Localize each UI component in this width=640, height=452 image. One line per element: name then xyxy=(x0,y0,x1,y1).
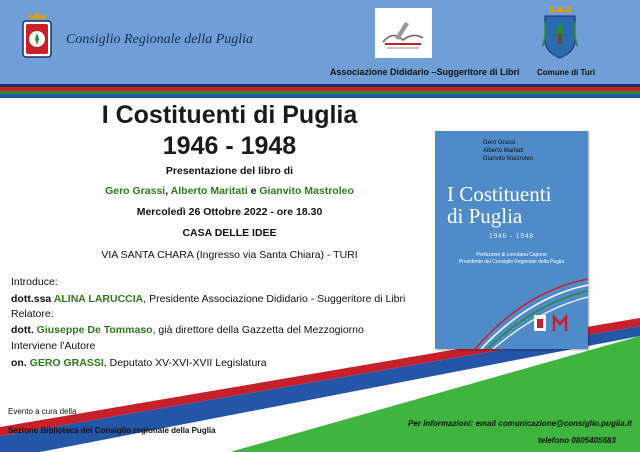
author-separator: , xyxy=(165,185,171,197)
book-preface-line: Prefazione di Loredana Capone xyxy=(476,252,547,258)
organizer-name: Sezione Biblioteca del Consiglio regionale della Puglia xyxy=(8,426,216,435)
author-name: Alberto Maritati xyxy=(170,185,248,197)
speaker-role: , già direttore della Gazzetta del Mezzogiorno xyxy=(152,324,364,336)
book-cover xyxy=(435,131,588,349)
speaker-title: dott.ssa xyxy=(11,293,54,305)
author-label: Interviene l'Autore xyxy=(11,340,96,352)
book-authors xyxy=(483,139,533,163)
book-preface xyxy=(435,252,588,266)
contact-email: Per informazioni: email comunicazione@consiglio.puglia.it xyxy=(408,419,632,428)
introduce-label: Introduce: xyxy=(11,276,58,288)
event-venue: CASA DELLE IDEE xyxy=(182,227,277,239)
event-by-label: Evento a cura della xyxy=(8,407,77,416)
author-separator: e xyxy=(247,185,260,197)
event-datetime: Mercoledì 26 Ottobre 2022 - ore 18.30 xyxy=(136,206,323,218)
book-logos-icon xyxy=(532,311,572,339)
book-author: Alberto Maritati xyxy=(483,148,524,154)
book-years: 1946 - 1948 xyxy=(489,232,534,240)
author-name: Gianvito Mastroleo xyxy=(259,185,354,197)
book-preface-line: Presidente del Consiglio Regionale della Puglia xyxy=(458,259,565,265)
contact-phone: telefono 0805405683 xyxy=(538,436,616,445)
book-title xyxy=(447,183,551,227)
page-title: I Costituenti di Puglia xyxy=(101,101,358,129)
speaker-name: GERO GRASSI xyxy=(29,357,104,369)
speaker-title: on. xyxy=(11,357,30,369)
book-author: Gianvito Mastroleo xyxy=(483,156,534,162)
book-title-line: I Costituenti xyxy=(447,182,552,206)
speaker-name: ALINA LARUCCIA xyxy=(53,293,144,305)
speaker-role: , Presidente Associazione Dididario - Suggeritore di Libri xyxy=(143,293,406,305)
relatore-label: Relatore: xyxy=(11,308,54,320)
speaker-role: , Deputato XV-XVI-XVII Legislatura xyxy=(103,357,267,369)
author-speaker xyxy=(11,357,267,369)
council-name: Consiglio Regionale della Puglia xyxy=(66,32,254,47)
speaker-title: dott. xyxy=(11,324,37,336)
book-author: Gero Grassi xyxy=(483,140,516,146)
page-title-years: 1946 - 1948 xyxy=(162,132,297,160)
authors-line xyxy=(56,185,403,197)
author-name: Gero Grassi xyxy=(105,185,166,197)
book-title-line: di Puglia xyxy=(447,204,523,228)
municipality-name: Comune di Turi xyxy=(537,68,596,77)
event-address: VIA SANTA CHARA (Ingresso via Santa Chiara) - TURI xyxy=(101,249,358,261)
relatore-speaker xyxy=(11,324,364,336)
association-name: Associazione Dididario –Suggeritore di Libri xyxy=(330,67,520,77)
speaker-name: Giuseppe De Tommaso xyxy=(36,324,153,336)
intro-speaker xyxy=(11,293,405,305)
presentation-intro: Presentazione del libro di xyxy=(165,165,294,177)
